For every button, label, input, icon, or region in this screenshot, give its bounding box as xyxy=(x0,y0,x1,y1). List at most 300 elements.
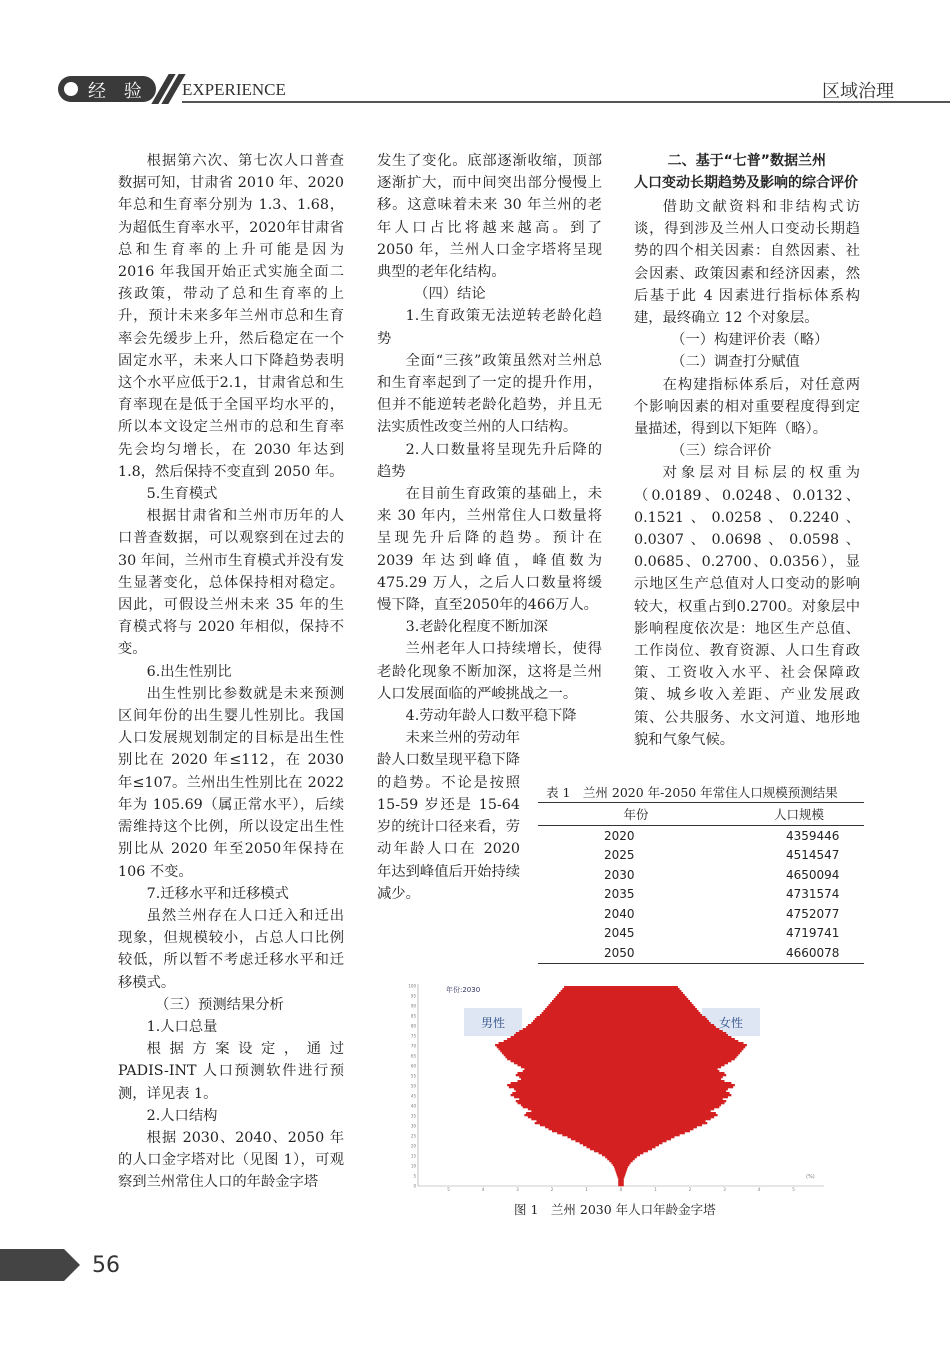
male-bar xyxy=(559,992,621,994)
female-bar xyxy=(621,1164,629,1166)
population-pyramid-figure xyxy=(406,980,826,1192)
year-cell: 2040 xyxy=(604,906,635,921)
column-header: 人口规模 xyxy=(734,803,864,826)
female-bar xyxy=(621,1148,652,1150)
page-tab-decoration xyxy=(0,1249,80,1281)
male-bar xyxy=(526,1026,621,1028)
x-tick-label: 5 xyxy=(447,1187,450,1192)
female-bar xyxy=(621,1040,738,1042)
pop-cell: 4752077 xyxy=(786,906,840,921)
female-bar xyxy=(621,1066,721,1068)
female-bar xyxy=(621,1082,731,1084)
male-bar xyxy=(531,1110,621,1112)
page-header xyxy=(0,70,950,108)
female-bar xyxy=(621,1162,631,1164)
male-bar xyxy=(549,1004,621,1006)
male-bar xyxy=(507,1084,621,1086)
section-title: 二、基于“七普”数据兰州 人口变动长期趋势及影响的综合评价 xyxy=(634,153,858,191)
female-bar xyxy=(621,1118,711,1120)
male-bar xyxy=(511,1036,621,1038)
female-bar xyxy=(621,1146,656,1148)
female-bar xyxy=(621,1014,702,1016)
year-cell: 2025 xyxy=(604,848,635,863)
male-bar xyxy=(540,1014,621,1016)
female-bar xyxy=(621,1036,731,1038)
age-tick-label: 85 xyxy=(410,1013,416,1019)
male-bar xyxy=(519,1076,621,1078)
female-bar xyxy=(621,1038,735,1040)
male-bar xyxy=(609,1160,621,1162)
female-bar xyxy=(621,1104,721,1106)
male-bar xyxy=(528,1024,621,1026)
female-bar xyxy=(621,1124,702,1126)
subheading: （二）调查打分赋值 xyxy=(671,354,800,371)
subheading: 4.劳动年龄人口数平稳下降 xyxy=(405,708,577,725)
female-bar xyxy=(621,1150,648,1152)
male-bar xyxy=(594,1150,621,1152)
section-heading: （四）结论 xyxy=(414,286,486,303)
male-bar xyxy=(562,1134,621,1136)
age-tick-label: 60 xyxy=(410,1063,416,1069)
male-bar xyxy=(521,1066,621,1068)
female-bar xyxy=(621,1142,662,1144)
male-bar xyxy=(495,1044,621,1046)
x-tick-label: 3 xyxy=(723,1187,726,1192)
paragraph: 发生了变化。底部逐渐收缩，顶部逐渐扩大，而中间突出部分慢慢上移。这意味着未来 30 年兰州的老年人口占比将越来越高。到了 2050 年，兰州人口金字塔将呈现典型的老年化结构。 xyxy=(377,153,602,281)
female-bar xyxy=(621,1110,711,1112)
female-bar xyxy=(621,1158,635,1160)
male-bar xyxy=(618,1184,621,1186)
male-bar xyxy=(599,1152,621,1154)
age-tick-label: 10 xyxy=(410,1163,416,1169)
paragraph: 借助文献资料和非结构式访谈，得到涉及兰州人口变动长期趋势的四个相关因素：自然因素、社会因素、政策因素和经济因素，然后基于此 4 因素进行指标体系构建，最终确立 12 个对象层。 xyxy=(634,199,860,327)
paragraph: 虽然兰州存在人口迁入和迁出现象，但规模较小，占总人口比例较低，所以暂不考虑迁移水平和迁移模式。 xyxy=(118,907,344,991)
male-bar xyxy=(518,1102,622,1104)
male-bar xyxy=(552,1130,621,1132)
female-bar xyxy=(621,1070,719,1072)
male-bar xyxy=(618,1182,621,1184)
paragraph: 根 据 方 案 设 定 ， 通 过PADIS-INT 人口预测软件进行预测，详见表 1。 xyxy=(118,1041,344,1102)
male-bar xyxy=(568,1136,621,1138)
female-bar xyxy=(621,1068,718,1070)
age-tick-label: 35 xyxy=(410,1113,416,1119)
age-tick-label: 5 xyxy=(413,1173,416,1179)
paragraph: 未来兰州的劳动年龄人口数呈现平稳下降的趋势。不论是按照 15-59 岁还是 15-64 岁的统计口径来看，劳动年龄人口在 2020 年达到峰值后开始持续减少。 xyxy=(377,730,520,902)
female-bar xyxy=(621,1144,659,1146)
female-bar xyxy=(621,1116,714,1118)
subheading: 1.生育政策无法逆转老龄化趋势 xyxy=(377,308,602,347)
female-bar xyxy=(621,1160,633,1162)
male-bar xyxy=(531,1118,621,1120)
pop-cell: 4731574 xyxy=(786,887,840,902)
age-tick-label: 45 xyxy=(410,1093,416,1099)
male-bar xyxy=(499,1042,621,1044)
male-bar xyxy=(511,1060,621,1062)
age-tick-label: 50 xyxy=(410,1083,416,1089)
female-bar xyxy=(621,1074,726,1076)
male-bar xyxy=(552,1000,621,1002)
male-bar xyxy=(512,1092,621,1094)
female-bar xyxy=(621,1026,716,1028)
pop-cell: 4650094 xyxy=(786,867,840,882)
pop-cell: 4660078 xyxy=(734,943,864,963)
male-bar xyxy=(618,1180,621,1182)
male-bar xyxy=(555,996,621,998)
figure-caption: 图 1 兰州 2030 年人口年龄金字塔 xyxy=(514,1202,716,1217)
male-bar xyxy=(571,1138,621,1140)
male-bar xyxy=(605,1156,621,1158)
female-bar xyxy=(621,1154,640,1156)
female-bar xyxy=(621,1020,709,1022)
paragraph: 在构建指标体系后，对任意两个影响因素的相对重要程度得到定量描述，得到以下矩阵（略）。 xyxy=(634,376,860,438)
male-bar xyxy=(611,1162,621,1164)
male-bar xyxy=(511,1094,621,1096)
female-bar xyxy=(621,1032,726,1034)
female-bar xyxy=(621,1072,725,1074)
male-bar xyxy=(557,994,621,996)
female-bar xyxy=(621,1126,697,1128)
section-heading: （三）预测结果分析 xyxy=(155,996,284,1013)
male-bar xyxy=(523,1070,621,1072)
age-tick-label: 75 xyxy=(410,1033,416,1039)
subheading: 3.老龄化程度不断加深 xyxy=(405,619,548,636)
male-bar xyxy=(543,1010,621,1012)
female-bar xyxy=(621,1016,706,1018)
age-tick-label: 25 xyxy=(410,1133,416,1139)
age-tick-label: 15 xyxy=(410,1153,416,1159)
female-bar xyxy=(621,1042,743,1044)
x-tick-label: 3 xyxy=(516,1187,519,1192)
male-bar xyxy=(536,1016,621,1018)
male-bar xyxy=(504,1054,621,1056)
male-bar xyxy=(511,1082,621,1084)
subheading: 6.出生性别比 xyxy=(146,663,232,680)
year-cell: 2030 xyxy=(604,867,635,882)
year-cell: 2045 xyxy=(604,926,635,941)
female-bar xyxy=(621,1084,735,1086)
x-tick-label: 1 xyxy=(585,1187,588,1192)
circle-icon xyxy=(64,82,78,96)
male-bar xyxy=(514,1096,621,1098)
male-bar xyxy=(528,1116,621,1118)
male-bar xyxy=(587,1146,622,1148)
male-bar xyxy=(618,1176,621,1178)
male-bar xyxy=(502,1052,621,1054)
male-bar xyxy=(516,1074,621,1076)
pop-cell: 4719741 xyxy=(786,926,840,941)
age-tick-label: 40 xyxy=(410,1103,416,1109)
female-bar xyxy=(621,1052,740,1054)
male-bar xyxy=(540,1124,621,1126)
male-bar xyxy=(505,1056,621,1058)
male-bar xyxy=(507,1058,621,1060)
female-bar xyxy=(621,1078,721,1080)
female-bar xyxy=(621,992,683,994)
female-bar xyxy=(621,1106,719,1108)
male-bar xyxy=(514,1088,621,1090)
male-bar xyxy=(519,1030,621,1032)
female-label: 女性 xyxy=(718,1016,744,1030)
male-bar xyxy=(615,1170,621,1172)
male-bar xyxy=(521,1078,621,1080)
female-bar xyxy=(621,1128,693,1130)
table-row xyxy=(538,826,864,846)
female-bar xyxy=(621,1182,624,1184)
male-bar xyxy=(590,1148,621,1150)
female-bar xyxy=(621,1138,671,1140)
x-tick-label: 4 xyxy=(481,1187,485,1192)
subheading: （三）综合评价 xyxy=(671,443,772,460)
female-bar xyxy=(621,1018,707,1020)
unit-label: (%) xyxy=(806,1174,815,1180)
male-bar xyxy=(542,1012,621,1014)
male-bar xyxy=(516,1100,621,1102)
age-tick-label: 65 xyxy=(410,1053,416,1059)
female-bar xyxy=(621,1096,728,1098)
male-bar xyxy=(504,1040,621,1042)
table-row xyxy=(538,904,864,924)
female-bar xyxy=(621,1028,719,1030)
male-bar xyxy=(523,1028,621,1030)
male-bar xyxy=(547,1006,621,1008)
female-bar xyxy=(621,1170,627,1172)
x-tick-label: 5 xyxy=(792,1187,795,1192)
male-bar xyxy=(521,1104,621,1106)
female-bar xyxy=(621,1152,643,1154)
table-row xyxy=(538,943,864,963)
female-bar xyxy=(621,1112,716,1114)
female-bar xyxy=(621,1108,714,1110)
female-bar xyxy=(621,1156,637,1158)
female-bar xyxy=(621,1134,680,1136)
male-bar xyxy=(507,1038,621,1040)
male-bar xyxy=(514,1062,621,1064)
table-row xyxy=(538,885,864,905)
female-bar xyxy=(621,1000,690,1002)
female-bar xyxy=(621,1102,725,1104)
male-bar xyxy=(526,1112,621,1114)
x-tick-label: 0 xyxy=(619,1187,623,1192)
age-tick-label: 20 xyxy=(410,1143,416,1149)
subheading: 7.迁移水平和迁移模式 xyxy=(146,885,289,902)
male-bar xyxy=(614,1166,621,1168)
paragraph: 对象层对目标层的权重为（0.0189、0.0248、0.0132、0.1521、0.0258、0.2240、0.0307、0.0698、0.0598、0.0685、0.2700、0.0356），显示地区生产总值对人口变动的影响较大，权重占到0.2700。对象层中影响程度依次是：地区生产总值、工作岗位、教育资源、人口生育政策、工资收入水平、社会保障政策、城乡收入差距、产业发展政策、公共服务、水文河道、地形地貌和气象气候。 xyxy=(634,465,860,748)
female-bar xyxy=(621,1180,624,1182)
table-row xyxy=(538,846,864,866)
female-bar xyxy=(621,1132,685,1134)
paragraph: 根据第六次、第七次人口普查数据可知，甘肃省 2010 年、2020 年总和生育率分别为 1.3、1.68，为超低生育率水平，2020年甘肃省总和生育率的上升可能是因为 2016 年我国开始正式实施全面二孩政策，带动了总和生育率的上升，预计未来多年兰州市总和生育率会先缓步上升，然后稳定在一个固定水平，未来人口下降趋势表明这个水平应低于2.1，甘肃省总和生育率现在是低于全国平均水平的，所以本文设定兰州市的总和生育率先会均匀增长，在 2030 年达到 1.8，然后保持不变直到 2050 年。 xyxy=(118,153,344,480)
female-bar xyxy=(621,1176,624,1178)
male-bar xyxy=(524,1068,621,1070)
female-bar xyxy=(621,1022,711,1024)
male-bar xyxy=(500,1050,621,1052)
female-bar xyxy=(621,1098,723,1100)
female-bar xyxy=(621,1120,706,1122)
female-bar xyxy=(621,1166,628,1168)
male-bar xyxy=(516,1032,621,1034)
male-label: 男性 xyxy=(480,1016,506,1030)
data-table xyxy=(538,802,864,964)
subheading: 2.人口结构 xyxy=(146,1107,218,1124)
female-bar xyxy=(621,1006,695,1008)
female-bar xyxy=(621,1090,726,1092)
female-bar xyxy=(621,996,687,998)
male-bar xyxy=(533,1020,621,1022)
page-number: 56 xyxy=(92,1253,120,1278)
female-bar xyxy=(621,1024,714,1026)
female-bar xyxy=(621,1062,728,1064)
male-bar xyxy=(516,1090,621,1092)
year-cell: 2035 xyxy=(604,887,635,902)
male-bar xyxy=(616,1172,621,1174)
column-1 xyxy=(118,150,344,1194)
year-cell: 2050 xyxy=(538,943,734,963)
male-bar xyxy=(617,1174,621,1176)
female-bar xyxy=(621,1030,723,1032)
female-bar xyxy=(621,1100,726,1102)
female-bar xyxy=(621,1140,667,1142)
male-bar xyxy=(557,1132,621,1134)
x-tick-label: 2 xyxy=(688,1187,692,1192)
male-bar xyxy=(514,1034,621,1036)
male-bar xyxy=(535,1018,621,1020)
male-bar xyxy=(518,1064,622,1066)
female-bar xyxy=(621,1114,718,1116)
female-bar xyxy=(621,1012,700,1014)
female-bar xyxy=(621,1054,738,1056)
female-bar xyxy=(621,986,678,988)
male-bar xyxy=(509,1086,621,1088)
female-bar xyxy=(621,1080,725,1082)
male-bar xyxy=(519,1098,621,1100)
male-bar xyxy=(523,1106,621,1108)
male-bar xyxy=(607,1158,621,1160)
male-bar xyxy=(554,998,621,1000)
female-bar xyxy=(621,1178,624,1180)
male-bar xyxy=(545,1008,621,1010)
female-bar xyxy=(621,1076,723,1078)
x-tick-label: 2 xyxy=(550,1187,554,1192)
female-bar xyxy=(621,1060,731,1062)
male-bar xyxy=(528,1108,621,1110)
female-bar xyxy=(621,1094,731,1096)
x-tick-label: 1 xyxy=(654,1187,657,1192)
male-bar xyxy=(602,1154,621,1156)
female-bar xyxy=(621,990,681,992)
female-bar xyxy=(621,1174,625,1176)
male-bar xyxy=(615,1168,621,1170)
year-label: 年份:2030 xyxy=(446,986,481,994)
pop-cell: 4514547 xyxy=(786,848,840,863)
female-bar xyxy=(621,1050,742,1052)
female-bar xyxy=(621,1004,693,1006)
column-3 xyxy=(634,150,860,751)
female-bar xyxy=(621,1010,699,1012)
category-label: 区域治理 xyxy=(822,81,894,102)
female-bar xyxy=(621,1092,730,1094)
female-bar xyxy=(621,1184,624,1186)
table-header-row xyxy=(538,803,864,826)
paragraph: 全面“三孩”政策虽然对兰州总和生育率起到了一定的提升作用，但并不能逆转老龄化趋势，并且无法实质性改变兰州的人口结构。 xyxy=(377,352,602,436)
paragraph: 根据甘肃省和兰州市历年的人口普查数据，可以观察到在过去的 30 年间，兰州市生育模式并没有发生显著变化，总体保持相对稳定。因此，可假设兰州未来 35 年的生育模式将与 2020 年相似，保持不变。 xyxy=(118,508,344,658)
pop-cell: 4359446 xyxy=(786,828,840,843)
female-bar xyxy=(621,1008,697,1010)
female-bar xyxy=(621,1136,674,1138)
subheading: 1.人口总量 xyxy=(146,1018,218,1035)
age-tick-label: 80 xyxy=(410,1023,416,1029)
male-bar xyxy=(545,1126,621,1128)
male-bar xyxy=(499,1048,621,1050)
female-bar xyxy=(621,1122,707,1124)
column-header: 年份 xyxy=(538,803,734,826)
female-bar xyxy=(621,1064,725,1066)
age-tick-label: 70 xyxy=(410,1043,416,1049)
female-bar xyxy=(621,998,688,1000)
age-tick-label: 90 xyxy=(410,1003,416,1009)
female-bar xyxy=(621,1046,745,1048)
male-bar xyxy=(536,1120,621,1122)
table-1 xyxy=(538,784,864,964)
age-tick-label: 100 xyxy=(408,983,416,989)
paragraph: 出生性别比参数就是未来预测区间年份的出生婴儿性别比。我国人口发展规划制定的目标是出生性别比在 2020 年≤112，在 2030 年≤107。兰州出生性别比在 2022 年为 105.69（属正常水平），后续需维持这个比例，所以设定出生性别比从 2020 年至2050年保持在 106 不变。 xyxy=(118,685,344,880)
paragraph: 兰州老年人口持续增长，使得老龄化现象不断加深，这将是兰州人口发展面临的严峻挑战之一。 xyxy=(377,641,602,702)
female-bar xyxy=(621,1044,747,1046)
male-bar xyxy=(549,1128,621,1130)
paragraph: 在目前生育政策的基础上，未来 30 年内，兰州常住人口数量将呈现先升后降的趋势。预计在 2039 年达到峰值，峰值数为475.29 万人，之后人口数量将缓慢下降，直至2050年的466万人。 xyxy=(377,486,602,614)
female-bar xyxy=(621,1034,728,1036)
female-bar xyxy=(621,1056,737,1058)
female-bar xyxy=(621,1002,692,1004)
female-bar xyxy=(621,1088,728,1090)
male-bar xyxy=(518,1080,622,1082)
table-row xyxy=(538,865,864,885)
paragraph: 根据 2030、2040、2050 年的人口金字塔对比（见图 1），可观察到兰州常住人口的年龄金字塔 xyxy=(118,1129,344,1191)
female-bar xyxy=(621,1172,626,1174)
male-bar xyxy=(613,1164,621,1166)
female-bar xyxy=(621,1086,733,1088)
male-bar xyxy=(562,988,621,990)
male-bar xyxy=(564,986,621,988)
year-cell: 2020 xyxy=(604,828,635,843)
male-bar xyxy=(550,1002,621,1004)
table-caption: 表 1 兰州 2020 年-2050 年常住人口规模预测结果 xyxy=(546,785,838,800)
age-tick-label: 55 xyxy=(410,1073,416,1079)
subheading: 2.人口数量将呈现先升后降的趋势 xyxy=(377,441,602,480)
table-row xyxy=(538,924,864,944)
subheading: （一）构建评价表（略） xyxy=(671,332,829,349)
male-bar xyxy=(561,990,621,992)
male-bar xyxy=(580,1142,621,1144)
male-bar xyxy=(535,1122,621,1124)
female-bar xyxy=(621,988,680,990)
male-bar xyxy=(618,1178,621,1180)
male-bar xyxy=(524,1114,621,1116)
female-bar xyxy=(621,994,685,996)
x-tick-label: 4 xyxy=(757,1187,761,1192)
age-tick-label: 30 xyxy=(410,1123,416,1129)
female-bar xyxy=(621,1058,735,1060)
age-tick-label: 95 xyxy=(410,993,416,999)
male-bar xyxy=(518,1072,622,1074)
age-tick-label: 0 xyxy=(413,1183,416,1189)
male-bar xyxy=(531,1022,621,1024)
male-bar xyxy=(583,1144,621,1146)
section-en: EXPERIENCE xyxy=(182,80,286,99)
female-bar xyxy=(621,1048,743,1050)
female-bar xyxy=(621,1130,690,1132)
section-cn: 经 验 xyxy=(88,81,148,102)
female-bar xyxy=(621,1168,627,1170)
